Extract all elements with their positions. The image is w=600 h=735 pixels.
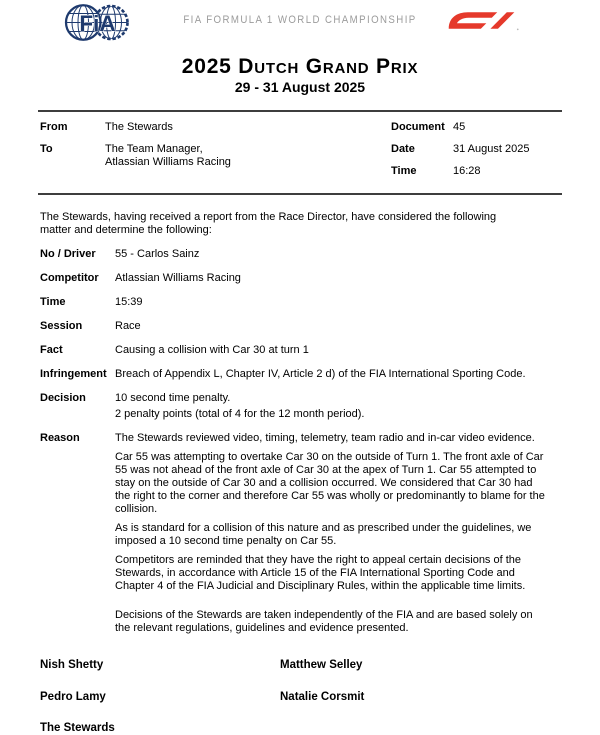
no-driver-value: 55 - Carlos Sainz (115, 248, 200, 260)
document-label: Document (391, 121, 445, 133)
time-field-label: Time (40, 296, 66, 308)
competitor-label: Competitor (40, 272, 99, 284)
time-field-value: 15:39 (115, 296, 143, 308)
fact-label: Fact (40, 344, 63, 356)
infringement-label: Infringement (40, 368, 107, 380)
intro-paragraph: The Stewards, having received a report from the Race Director, have considered the following matter and determine the following: (40, 211, 497, 236)
reason-paragraph-3: As is standard for a collision of this nature and as prescribed under the guidelines, we imposed a 10 second time penalty on Car 55. (115, 522, 532, 547)
session-label: Session (40, 320, 83, 332)
reason-label: Reason (40, 432, 80, 444)
signature-natalie-corsmit: Natalie Corsmit (280, 691, 365, 703)
session-value: Race (115, 320, 141, 332)
no-driver-label: No / Driver (40, 248, 96, 260)
field-row-competitor (40, 272, 600, 285)
reason-paragraph-5: Decisions of the Stewards are taken independently of the FIA and are based solely on the relevant regulations, guidelines and evidence presented. (115, 609, 533, 634)
signature-row-2 (40, 691, 600, 704)
infringement-value: Breach of Appendix L, Chapter IV, Article 2 d) of the FIA International Sporting Code. (115, 368, 526, 380)
f1-logo-trademark-dot (517, 29, 519, 31)
field-row-fact (40, 344, 600, 357)
fia-logo-text: FiA (79, 10, 116, 36)
fact-value: Causing a collision with Car 30 at turn 1 (115, 344, 309, 356)
to-value-line2: Atlassian Williams Racing (105, 156, 231, 168)
field-row-infringement (40, 368, 600, 381)
reason-paragraph-4: Competitors are reminded that they have the right to appeal certain decisions of the Stewards, in accordance with Article 15 of the FIA International Sporting Code and Chapter 4 of the FIA Judicial and Disciplinary Rules, within the applicable time limits. (115, 554, 526, 592)
signature-matthew-selley: Matthew Selley (280, 659, 363, 671)
signature-pedro-lamy: Pedro Lamy (40, 691, 106, 703)
field-row-decision (40, 392, 600, 421)
decision-label: Decision (40, 392, 86, 404)
event-dates: 29 - 31 August 2025 (234, 79, 366, 95)
signatures-block (40, 659, 600, 735)
meta-row-to (40, 143, 231, 169)
meta-row-from (40, 121, 231, 134)
decision-fields (40, 248, 600, 635)
meta-left-column (40, 121, 231, 178)
document-value: 45 (453, 121, 466, 133)
signature-row-1 (40, 659, 600, 672)
date-value: 31 August 2025 (453, 143, 530, 155)
from-value: The Stewards (105, 121, 173, 133)
decision-line1: 10 second time penalty. (115, 392, 231, 404)
f1-logo (446, 9, 528, 32)
reason-paragraph-2: Car 55 was attempting to overtake Car 30 on the outside of Turn 1. The front axle of Car 55 was not ahead of the front axle of Car 30 at the apex of Turn 1. Car 55 attempted to stay on the outside of Car 30 and a collision occurred. We considered that Car 30 had the right to the corner and therefore Car 55 was wholly or predominantly to blame for the collision. (115, 451, 545, 515)
field-row-no-driver (40, 248, 600, 261)
field-row-reason (40, 432, 600, 635)
field-row-session (40, 320, 600, 333)
from-label: From (40, 121, 68, 133)
document-header (0, 0, 600, 46)
decision-line2: 2 penalty points (total of 4 for the 12 month period). (115, 408, 365, 420)
championship-title: FIA FORMULA 1 WORLD CHAMPIONSHIP (183, 14, 417, 26)
decision-value (115, 392, 548, 421)
reason-paragraph-1: The Stewards reviewed video, timing, telemetry, team radio and in-car video evidence. (115, 432, 535, 444)
meta-row-date (391, 143, 559, 156)
meta-right-column (391, 121, 559, 178)
meta-row-document (391, 121, 559, 134)
title-block (0, 55, 600, 96)
reason-value (115, 432, 548, 635)
signature-footer: The Stewards (40, 722, 115, 734)
time-value: 16:28 (453, 165, 481, 177)
signature-nish-shetty: Nish Shetty (40, 659, 104, 671)
to-value (105, 143, 231, 169)
meta-table (38, 110, 562, 195)
meta-row-time (391, 165, 559, 178)
event-title: 2025 Dutch Grand Prix (181, 55, 419, 78)
to-label: To (40, 143, 53, 155)
f1-logo-f-shape (449, 12, 498, 28)
field-row-time (40, 296, 600, 309)
date-label: Date (391, 143, 415, 155)
to-value-line1: The Team Manager, (105, 143, 203, 155)
time-label: Time (391, 165, 417, 177)
competitor-value: Atlassian Williams Racing (115, 272, 241, 284)
